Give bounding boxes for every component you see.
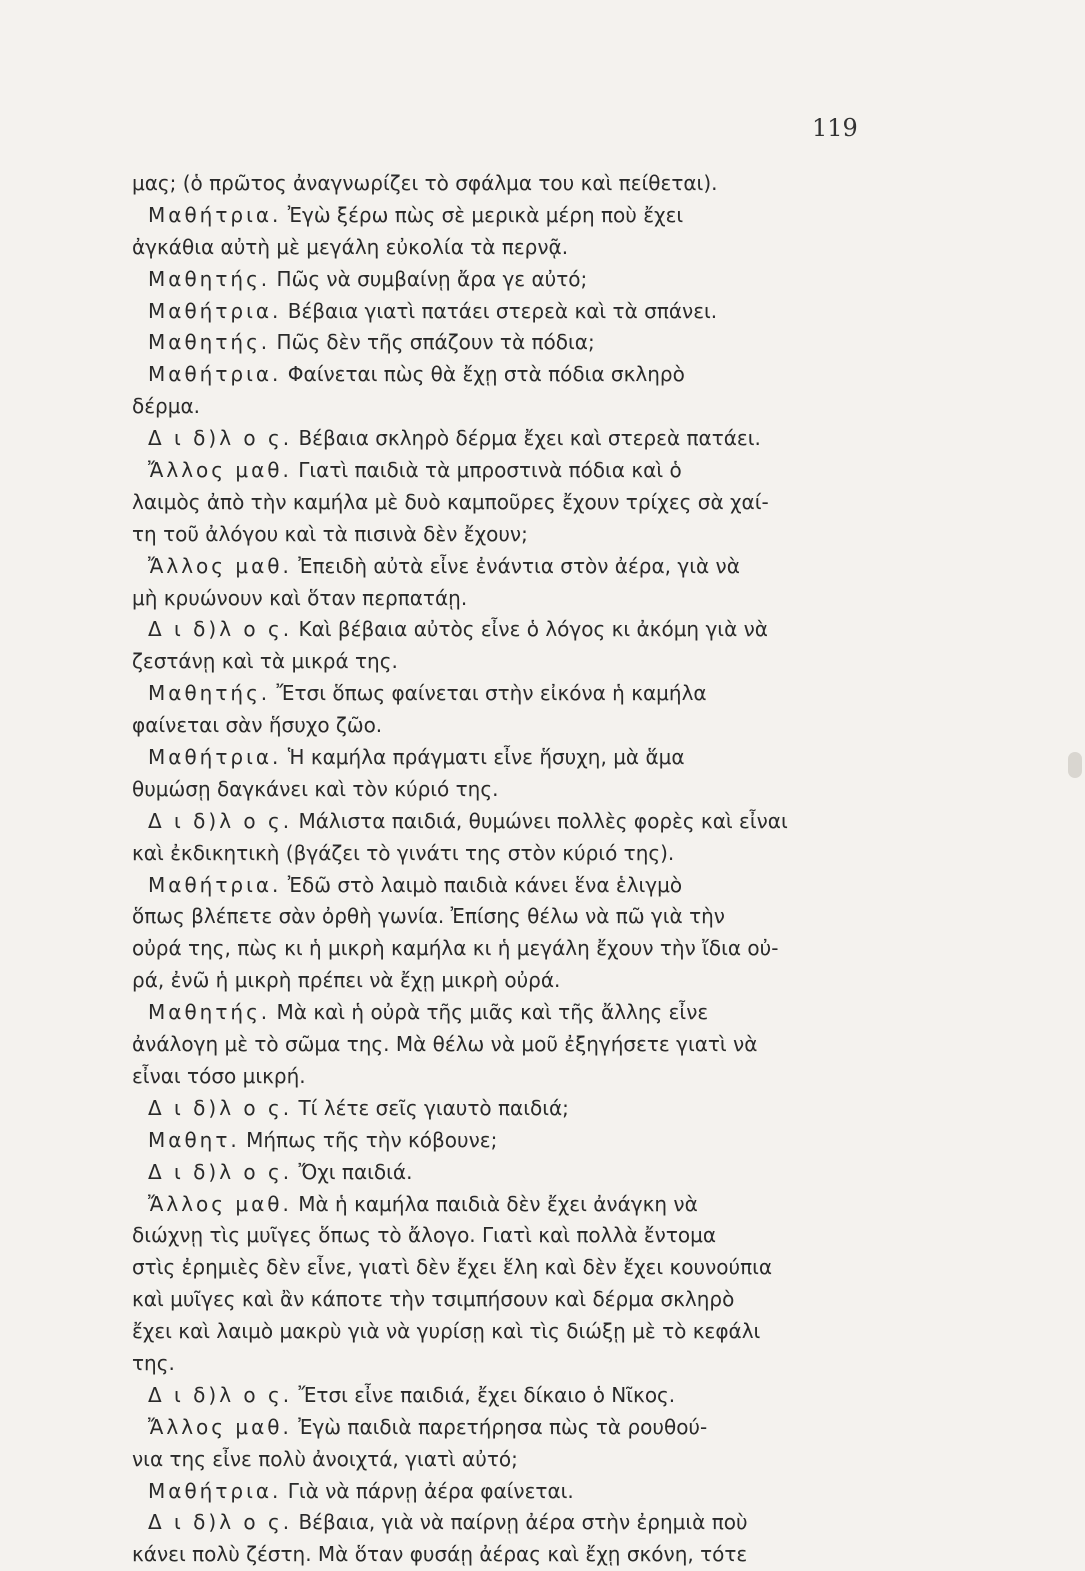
text-line xyxy=(132,168,864,200)
line-text: Ἐγὼ ξέρω πὼς σὲ μερικὰ μέρη ποὺ ἔχει xyxy=(287,202,684,227)
line-text: καὶ ἐκδικητικὴ (βγάζει τὸ γινάτι της στὸν κύριό της). xyxy=(132,840,675,865)
speaker-label: Μαθητ. xyxy=(148,1127,240,1152)
text-line xyxy=(132,1284,864,1316)
speaker-label: Μαθήτρια. xyxy=(148,202,282,227)
text-line xyxy=(132,1380,864,1412)
text-line xyxy=(132,1093,864,1125)
line-text: ὅπως βλέπετε σὰν ὀρθὴ γωνία. Ἐπίσης θέλω νὰ πῶ γιὰ τὴν xyxy=(132,904,725,929)
line-text: Γιὰ νὰ πάρνῃ ἀέρα φαίνεται. xyxy=(287,1478,574,1503)
speaker-label: Μαθητής. xyxy=(148,266,271,291)
line-text: Ἐδῶ στὸ λαιμὸ παιδιὰ κάνει ἕνα ἑλιγμὸ xyxy=(287,872,683,897)
page-number: 119 xyxy=(812,114,858,142)
text-line xyxy=(132,200,864,232)
text-line xyxy=(132,296,864,328)
text-line xyxy=(132,1157,864,1189)
line-text: Μὰ ἡ καμήλα παιδιὰ δὲν ἔχει ἀνάγκη νὰ xyxy=(298,1191,698,1216)
line-text: θυμώσῃ δαγκάνει καὶ τὸν κύριό της. xyxy=(132,776,499,801)
line-text: φαίνεται σὰν ἥσυχο ζῶο. xyxy=(132,713,383,738)
speaker-label: Δ ι δ)λ ο ς. xyxy=(148,617,293,642)
line-text: ἔχει καὶ λαιμὸ μακρὺ γιὰ νὰ γυρίσῃ καὶ τὶς διώξῃ μὲ τὸ κεφάλι xyxy=(132,1319,761,1344)
scan-smudge xyxy=(1068,752,1082,778)
text-line xyxy=(132,583,864,615)
dialogue-text xyxy=(132,168,864,1571)
speaker-label: Μαθήτρια. xyxy=(148,745,282,770)
speaker-label: Μαθήτρια. xyxy=(148,298,282,323)
text-line xyxy=(132,1412,864,1444)
line-text: Φαίνεται πὼς θὰ ἔχῃ στὰ πόδια σκληρὸ xyxy=(287,362,685,387)
text-line xyxy=(132,1220,864,1252)
speaker-label: Μαθήτρια. xyxy=(148,872,282,897)
speaker-label: Ἄλλος μαθ. xyxy=(148,458,292,483)
line-text: μὴ κρυώνουν καὶ ὅταν περπατάῃ. xyxy=(132,585,468,610)
line-text: οὐρά της, πὼς κι ἡ μικρὴ καμήλα κι ἡ μεγάλη ἔχουν τὴν ἴδια οὐ- xyxy=(132,936,779,961)
text-line xyxy=(132,614,864,646)
text-line xyxy=(132,774,864,806)
speaker-label: Ἄλλος μαθ. xyxy=(148,1191,292,1216)
line-text: δέρμα. xyxy=(132,394,201,419)
text-line xyxy=(132,1061,864,1093)
line-text: ζεστάνῃ καὶ τὰ μικρά της. xyxy=(132,649,398,674)
line-text: ἀνάλογη μὲ τὸ σῶμα της. Μὰ θέλω νὰ μοῦ ἐξηγήσετε γιατὶ νὰ xyxy=(132,1032,758,1057)
text-line xyxy=(132,1444,864,1476)
line-text: Ἡ καμήλα πράγματι εἶνε ἥσυχη, μὰ ἅμα xyxy=(287,745,685,770)
line-text: Βέβαια γιατὶ πατάει στερεὰ καὶ τὰ σπάνει. xyxy=(287,298,718,323)
line-text: Πῶς νὰ συμβαίνῃ ἄρα γε αὐτό; xyxy=(276,266,588,291)
line-text: Τί λέτε σεῖς γιαυτὸ παιδιά; xyxy=(298,1095,569,1120)
line-text: Καὶ βέβαια αὐτὸς εἶνε ὁ λόγος κι ἀκόμη γιὰ νὰ xyxy=(298,617,768,642)
speaker-label: Δ ι δ)λ ο ς. xyxy=(148,1510,293,1535)
line-text: Ἐπειδὴ αὐτὰ εἶνε ἐνάντια στὸν ἀέρα, γιὰ νὰ xyxy=(298,553,740,578)
speaker-label: Δ ι δ)λ ο ς. xyxy=(148,1095,293,1120)
line-text: Μήπως τῆς τὴν κόβουνε; xyxy=(246,1127,498,1152)
speaker-label: Μαθήτρια. xyxy=(148,1478,282,1503)
line-text: Ἔτσι ὅπως φαίνεται στὴν εἰκόνα ἡ καμήλα xyxy=(276,681,707,706)
text-line xyxy=(132,933,864,965)
text-line xyxy=(132,264,864,296)
line-text: Ἐγὼ παιδιὰ παρετήρησα πὼς τὰ ρουθού- xyxy=(298,1414,708,1439)
text-line xyxy=(132,870,864,902)
speaker-label: Μαθητής. xyxy=(148,330,271,355)
speaker-label: Δ ι δ)λ ο ς. xyxy=(148,1382,293,1407)
line-text: κάνει πολὺ ζέστη. Μὰ ὅταν φυσάῃ ἀέρας καὶ ἔχῃ σκόνη, τότε xyxy=(132,1542,748,1567)
text-line xyxy=(132,742,864,774)
text-line xyxy=(132,965,864,997)
line-text: Μάλιστα παιδιά, θυμώνει πολλὲς φορὲς καὶ εἶναι xyxy=(298,808,788,833)
speaker-label: Ἄλλος μαθ. xyxy=(148,1414,292,1439)
text-line xyxy=(132,359,864,391)
speaker-label: Δ ι δ)λ ο ς. xyxy=(148,426,293,451)
line-text: Γιατὶ παιδιὰ τὰ μπροστινὰ πόδια καὶ ὁ xyxy=(298,458,682,483)
speaker-label: Μαθητής. xyxy=(148,681,271,706)
text-line xyxy=(132,806,864,838)
text-line xyxy=(132,838,864,870)
text-line xyxy=(132,1348,864,1380)
text-line xyxy=(132,327,864,359)
text-line xyxy=(132,1252,864,1284)
line-text: τη τοῦ ἀλόγου καὶ τὰ πισινὰ δὲν ἔχουν; xyxy=(132,521,528,546)
line-text: καὶ μυῖγες καὶ ἂν κάποτε τὴν τσιμπήσουν καὶ δέρμα σκληρὸ xyxy=(132,1287,735,1312)
speaker-label: Μαθήτρια. xyxy=(148,362,282,387)
line-text: διώχνῃ τὶς μυῖγες ὅπως τὸ ἄλογο. Γιατὶ καὶ πολλὰ ἔντομα xyxy=(132,1223,717,1248)
text-line xyxy=(132,232,864,264)
line-text: Ὄχι παιδιά. xyxy=(298,1159,413,1184)
text-line xyxy=(132,710,864,742)
speaker-label: Μαθητής. xyxy=(148,1000,271,1025)
text-line xyxy=(132,1125,864,1157)
text-line xyxy=(132,901,864,933)
speaker-label: Ἄλλος μαθ. xyxy=(148,553,292,578)
text-line xyxy=(132,1507,864,1539)
text-line xyxy=(132,1539,864,1571)
line-text: Μὰ καὶ ἡ οὐρὰ τῆς μιᾶς καὶ τῆς ἄλλης εἶνε xyxy=(276,1000,709,1025)
line-text: νια της εἶνε πολὺ ἀνοιχτά, γιατὶ αὐτό; xyxy=(132,1446,518,1471)
text-line xyxy=(132,487,864,519)
text-line xyxy=(132,1476,864,1508)
speaker-label: Δ ι δ)λ ο ς. xyxy=(148,1159,293,1184)
text-line xyxy=(132,997,864,1029)
line-text: Βέβαια σκληρὸ δέρμα ἔχει καὶ στερεὰ πατάει. xyxy=(298,426,761,451)
text-line xyxy=(132,423,864,455)
line-text: στὶς ἐρημιὲς δὲν εἶνε, γιατὶ δὲν ἔχει ἕλη καὶ δὲν ἔχει κουνούπια xyxy=(132,1255,773,1280)
text-line xyxy=(132,1189,864,1221)
line-text: λαιμὸς ἀπὸ τὴν καμήλα μὲ δυὸ καμποῦρες ἔχουν τρίχες σὰ χαί- xyxy=(132,489,769,514)
text-line xyxy=(132,391,864,423)
speaker-label: Δ ι δ)λ ο ς. xyxy=(148,808,293,833)
text-line xyxy=(132,1029,864,1061)
text-line xyxy=(132,678,864,710)
line-text: ρά, ἐνῶ ἡ μικρὴ πρέπει νὰ ἔχῃ μικρὴ οὐρά. xyxy=(132,968,561,993)
line-text: εἶναι τόσο μικρή. xyxy=(132,1063,306,1088)
text-line xyxy=(132,551,864,583)
line-text: ἀγκάθια αὐτὴ μὲ μεγάλη εὐκολία τὰ περνᾷ. xyxy=(132,234,569,259)
line-text: της. xyxy=(132,1350,175,1375)
line-text: Πῶς δὲν τῆς σπάζουν τὰ πόδια; xyxy=(276,330,595,355)
text-line xyxy=(132,1316,864,1348)
text-line xyxy=(132,455,864,487)
text-line xyxy=(132,519,864,551)
line-text: μας; (ὁ πρῶτος ἀναγνωρίζει τὸ σφάλμα του καὶ πείθεται). xyxy=(132,171,718,195)
text-line xyxy=(132,646,864,678)
line-text: Ἔτσι εἶνε παιδιά, ἔχει δίκαιο ὁ Νῖκος. xyxy=(298,1382,676,1407)
line-text: Βέβαια, γιὰ νὰ παίρνῃ ἀέρα στὴν ἐρημιὰ ποὺ xyxy=(298,1510,748,1535)
